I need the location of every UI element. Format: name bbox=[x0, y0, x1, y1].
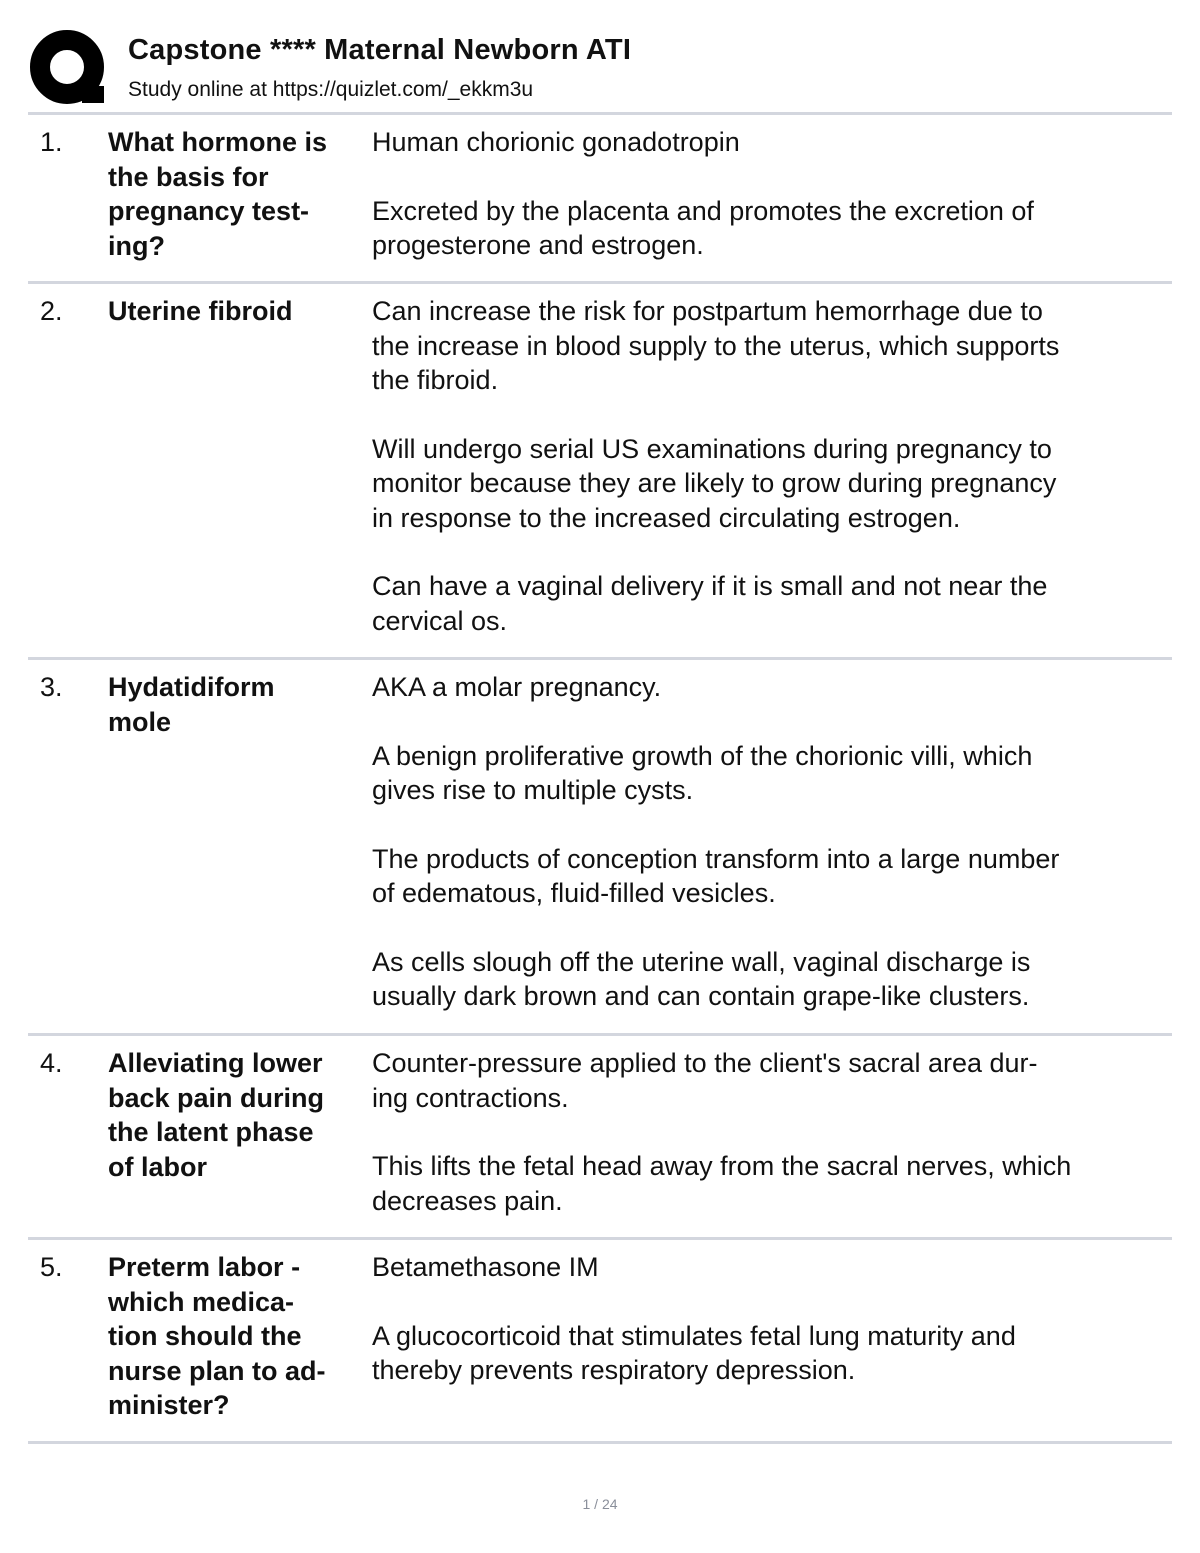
divider bbox=[28, 281, 1172, 284]
card-definition: Betamethasone IM A glucocorticoid that stimulates fetal lung maturity and thereby prevents respiratory depression. bbox=[372, 1252, 1016, 1385]
quizlet-logo-icon bbox=[30, 30, 106, 106]
card-number: 1. bbox=[40, 127, 63, 157]
divider bbox=[28, 657, 1172, 660]
card-term: Preterm labor - which medica- tion should the nurse plan to ad- minister? bbox=[108, 1252, 326, 1420]
card-number: 4. bbox=[40, 1048, 63, 1078]
page-indicator: 1 / 24 bbox=[582, 1496, 618, 1512]
card-number: 3. bbox=[40, 672, 63, 702]
card-term: Hydatidiform mole bbox=[108, 672, 275, 737]
card-term: Alleviating lower back pain during the latent phase of labor bbox=[108, 1048, 325, 1182]
card-definition: Can increase the risk for postpartum hemorrhage due to the increase in blood supply to the uterus, which supports the fibroid. Will undergo serial US examinations during pregnancy to monitor because they are likely to grow during pregnancy in response to the increased circulating estrogen. Can have a vaginal delivery if it is small and not near the cervical os. bbox=[372, 296, 1060, 636]
card-number: 5. bbox=[40, 1252, 63, 1282]
card-term: Uterine fibroid bbox=[108, 296, 293, 326]
page-title: Capstone **** Maternal Newborn ATI bbox=[128, 34, 632, 66]
card-definition: Human chorionic gonadotropin Excreted by the placenta and promotes the excretion of progesterone and estrogen. bbox=[372, 127, 1034, 260]
card-definition: AKA a molar pregnancy. A benign proliferative growth of the chorionic villi, which gives rise to multiple cysts. The products of conception transform into a large number of edematous, fluid-filled vesicles. As cells slough off the uterine wall, vaginal discharge is usually dark brown and can contain grape-like clusters. bbox=[372, 672, 1060, 1011]
card-definition: Counter-pressure applied to the client's sacral area dur- ing contractions. This lifts the fetal head away from the sacral nerves, which decreases pain. bbox=[372, 1048, 1072, 1216]
study-link[interactable]: Study online at https://quizlet.com/_ekkm3u bbox=[128, 78, 534, 101]
divider bbox=[28, 1237, 1172, 1240]
card-number: 2. bbox=[40, 296, 63, 326]
divider bbox=[28, 1033, 1172, 1036]
card-term: What hormone is the basis for pregnancy test- ing? bbox=[108, 127, 328, 261]
page-header bbox=[28, 26, 1172, 112]
divider-bottom bbox=[28, 1441, 1172, 1444]
divider-top bbox=[28, 112, 1172, 115]
